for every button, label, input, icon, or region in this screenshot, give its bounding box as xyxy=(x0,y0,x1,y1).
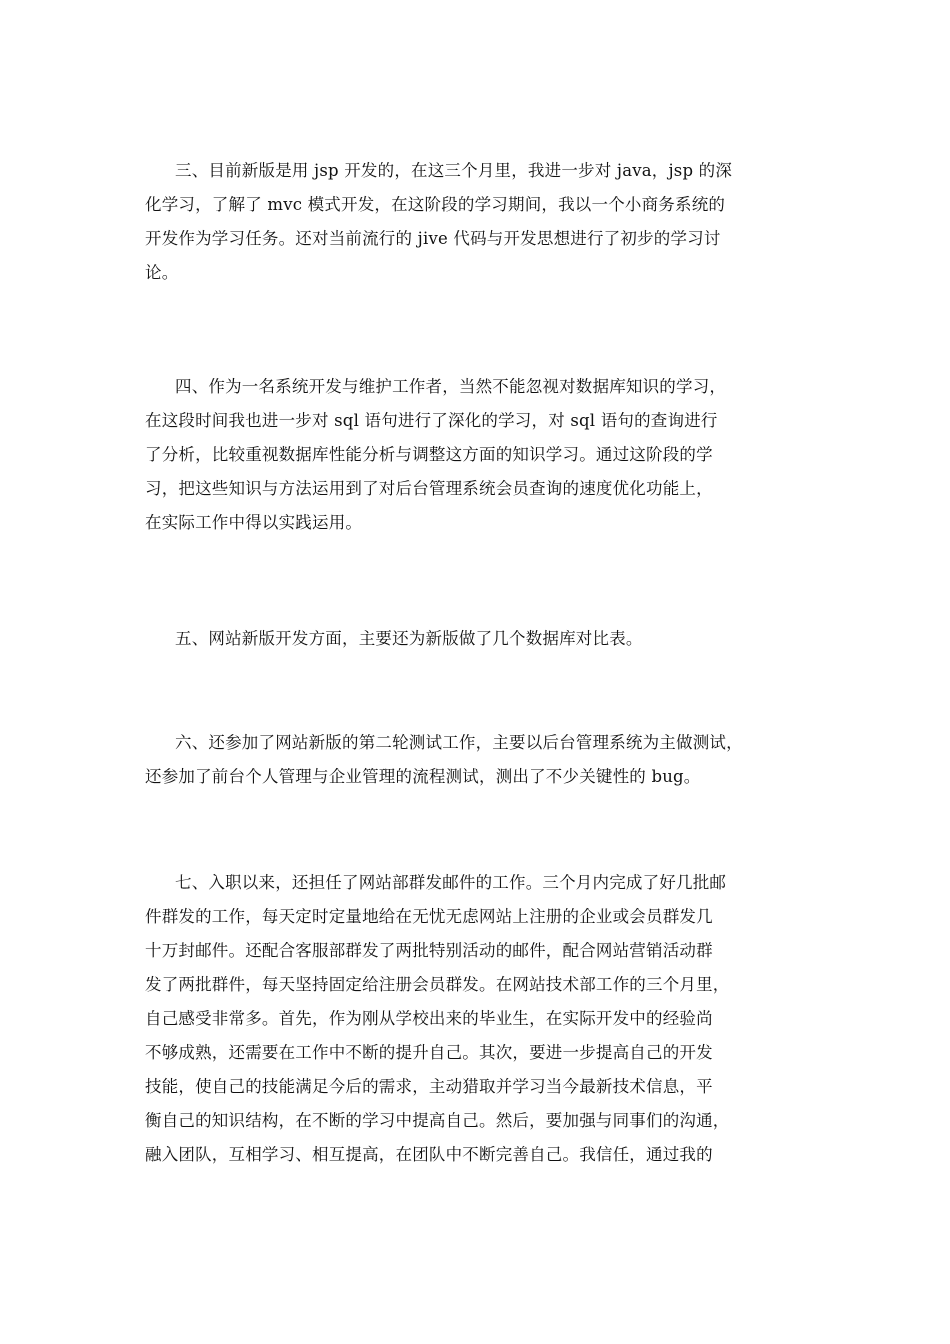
paragraph-line: 融入团队，互相学习、相互提高，在团队中不断完善自己。我信任，通过我的 xyxy=(145,1145,713,1164)
paragraph-3 xyxy=(145,154,810,290)
paragraph-line: 了分析，比较重视数据库性能分析与调整这方面的知识学习。通过这阶段的学 xyxy=(145,445,713,464)
paragraph-line: 发了两批群件，每天坚持固定给注册会员群发。在网站技术部工作的三个月里， xyxy=(145,975,730,994)
paragraph-line: 自己感受非常多。首先，作为刚从学校出来的毕业生，在实际开发中的经验尚 xyxy=(145,1009,713,1028)
paragraph-line: 在实际工作中得以实践运用。 xyxy=(145,513,363,532)
paragraph-5 xyxy=(145,622,810,656)
paragraph-line: 四、作为一名系统开发与维护工作者，当然不能忽视对数据库知识的学习， xyxy=(175,377,727,396)
paragraph-line: 五、网站新版开发方面，主要还为新版做了几个数据库对比表。 xyxy=(175,629,643,648)
paragraph-line: 件群发的工作，每天定时定量地给在无忧无虑网站上注册的企业或会员群发几 xyxy=(145,907,713,926)
paragraph-6 xyxy=(145,726,810,794)
paragraph-line: 七、入职以来，还担任了网站部群发邮件的工作。三个月内完成了好几批邮 xyxy=(175,873,727,892)
paragraph-7 xyxy=(145,866,810,1172)
paragraph-line: 六、还参加了网站新版的第二轮测试工作，主要以后台管理系统为主做测试， xyxy=(175,733,743,752)
paragraph-line: 不够成熟，还需要在工作中不断的提升自己。其次，要进一步提高自己的开发 xyxy=(145,1043,713,1062)
paragraph-line: 三、目前新版是用 jsp 开发的，在这三个月里，我进一步对 java，jsp 的深 xyxy=(175,161,733,180)
paragraph-line: 化学习，了解了 mvc 模式开发，在这阶段的学习期间，我以一个小商务系统的 xyxy=(145,195,726,214)
paragraph-line: 十万封邮件。还配合客服部群发了两批特别活动的邮件，配合网站营销活动群 xyxy=(145,941,713,960)
paragraph-line: 技能，使自己的技能满足今后的需求，主动猎取并学习当今最新技术信息，平 xyxy=(145,1077,713,1096)
paragraph-line: 习，把这些知识与方法运用到了对后台管理系统会员查询的速度优化功能上， xyxy=(145,479,713,498)
paragraph-line: 还参加了前台个人管理与企业管理的流程测试，测出了不少关键性的 bug。 xyxy=(145,767,701,786)
paragraph-line: 论。 xyxy=(145,263,179,282)
paragraph-line: 在这段时间我也进一步对 sql 语句进行了深化的学习，对 sql 语句的查询进行 xyxy=(145,411,718,430)
paragraph-line: 开发作为学习任务。还对当前流行的 jive 代码与开发思想进行了初步的学习讨 xyxy=(145,229,721,248)
paragraph-4 xyxy=(145,370,810,540)
paragraph-line: 衡自己的知识结构，在不断的学习中提高自己。然后，要加强与同事们的沟通， xyxy=(145,1111,730,1130)
